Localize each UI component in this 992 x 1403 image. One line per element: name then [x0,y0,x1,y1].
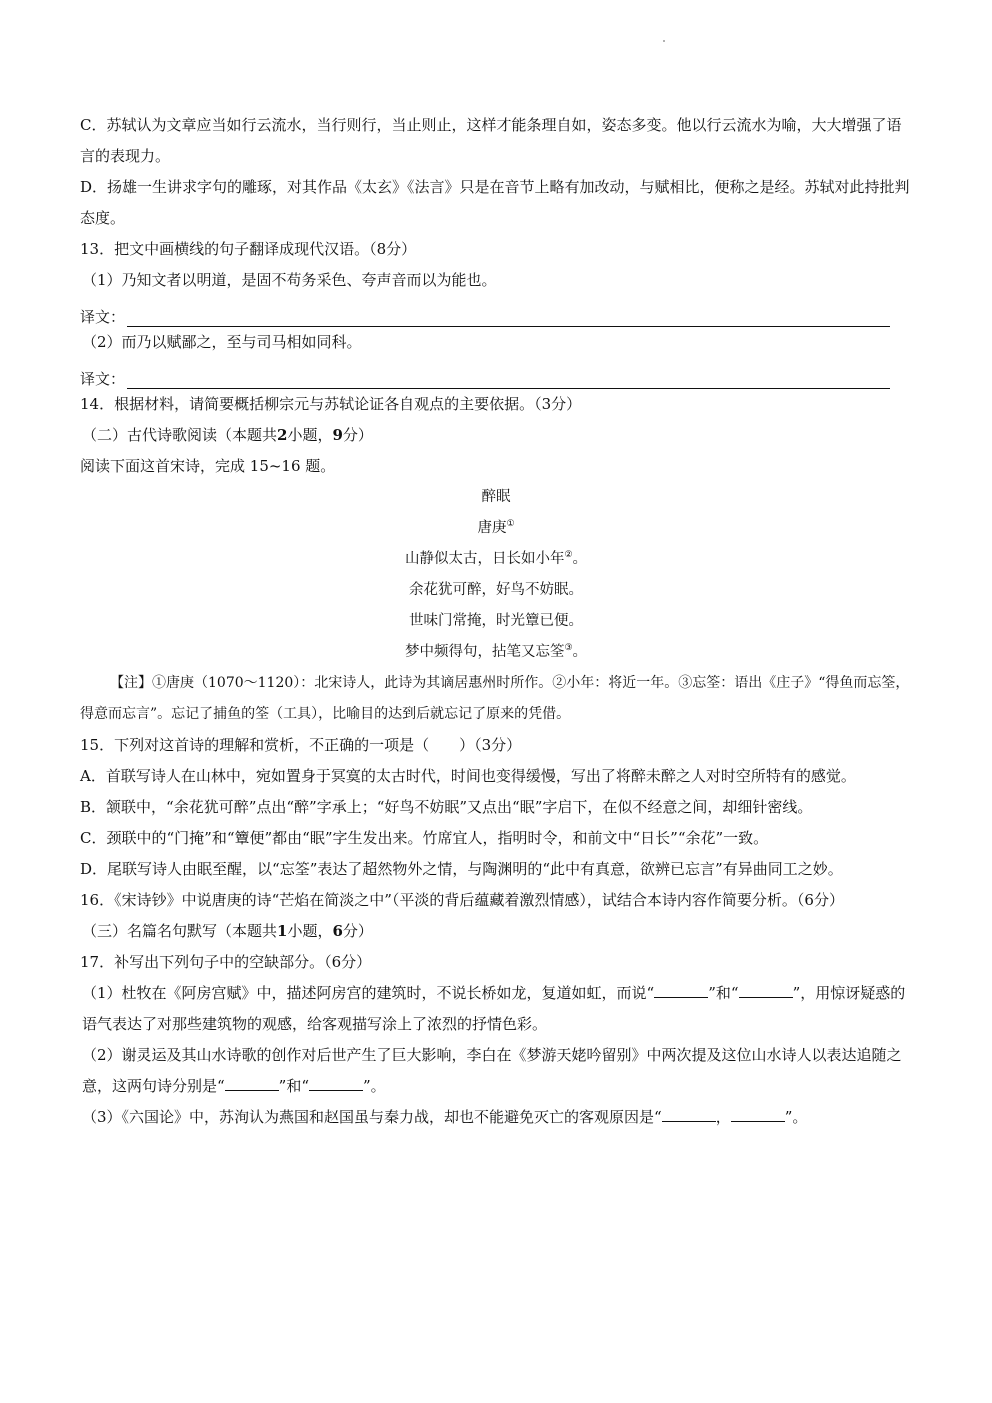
poem-line-1-text: 山静似太古，日长如小年 [404,551,565,567]
section2-title [80,420,912,451]
poem-line-4-end: 。 [572,644,588,660]
q13-answer-line-1[interactable] [80,296,912,327]
q17-item-1-text-a: （1）杜牧在《阿房宫赋》中，描述阿房宫的建筑时，不说长桥如龙，复道如虹，而说“ [82,984,655,1002]
poem-line-1 [80,544,912,575]
fill-blank[interactable] [654,982,708,998]
fill-blank[interactable] [225,1075,279,1091]
section3-title-pre: （三）名篇名句默写（本题共 [82,922,278,940]
footnote-mark: ② [564,550,573,561]
answer-rule [127,306,890,327]
q17-item-2-text-b: ”和“ [278,1077,310,1095]
q16-stem: 16．《宋诗钞》中说唐庚的诗“芒焰在简淡之中”（平淡的背后蕴藏着激烈情感），试结合本诗内容作简要分析。（6分） [80,891,844,909]
page-content [80,110,912,1133]
translation-label: 译文： [80,308,126,326]
section3-title-post: 分） [342,922,373,940]
poem-author-name: 唐庚 [477,520,507,536]
poem-note: 【注】①唐庚（1070～1120）：北宋诗人，此诗为其谪居惠州时所作。②小年：将近一年。③忘筌：语出《庄子》“得鱼而忘筌，得意而忘言”。忘记了捕鱼的筌（工具），比喻目的达到后就忘记了原来的凭借。 [80,675,910,722]
answer-rule [127,368,890,389]
section3-title-mid: 小题， [287,922,333,940]
q17-item-1-text-b: ”和“ [708,984,739,1002]
option-c-prev: C．苏轼认为文章应当如行云流水，当行则行，当止则止，这样才能条理自如，姿态多变。他以行云流水为喻，大大增强了语言的表现力。 [80,116,902,165]
translation-label: 译文： [80,370,126,388]
q13-sentence-2: （2）而乃以赋鄙之，至与司马相如同科。 [82,333,362,351]
section2-title-pre: （二）古代诗歌阅读（本题共 [82,426,278,444]
q17-item-2-text-c: ”。 [363,1077,386,1095]
poem-line-3: 世味门常掩，时光簟已便。 [409,613,583,629]
poem-title: 醉眠 [481,489,511,505]
section3-count: 1 [277,922,288,940]
q17-item-1-text-c: ”，用惊讶疑惑的语气表达了对那些建筑物的观感，给客观描写涂上了浓烈的抒情色彩。 [82,984,906,1033]
poem-line-4 [80,637,912,668]
poem-line-2: 余花犹可醉，好鸟不妨眠。 [409,582,583,598]
scan-dot [663,40,665,42]
section2-score: 9 [332,426,343,444]
section2-title-post: 分） [342,426,373,444]
poem-line-4-text: 梦中频得句，拈笔又忘筌 [404,644,565,660]
q17-item-2 [80,1040,912,1102]
section2-title-mid: 小题， [287,426,333,444]
section2-count: 2 [277,426,288,444]
q13-stem: 13．把文中画横线的句子翻译成现代汉语。（8分） [80,240,417,258]
section3-score: 6 [332,922,343,940]
q17-item-3-text-c: ”。 [784,1108,808,1126]
section3-title [80,916,912,947]
q15-stem: 15．下列对这首诗的理解和赏析，不正确的一项是（ ）（3分） [80,736,522,754]
poem-author [80,513,912,544]
footnote-mark: ① [506,519,515,530]
q17-item-3-text-b: ， [715,1108,731,1126]
option-d-prev: D．扬雄一生讲求字句的雕琢，对其作品《太玄》《法言》只是在音节上略有加改动，与赋相比，便称之是经。苏轼对此持批判态度。 [80,178,910,227]
q17-item-3-text-a: （3）《六国论》中，苏洵认为燕国和赵国虽与秦力战，却也不能避免灭亡的客观原因是“ [82,1108,662,1126]
fill-blank[interactable] [739,982,793,998]
q15-option-a: A．首联写诗人在山林中，宛如置身于冥寞的太古时代，时间也变得缓慢，写出了将醉未醉之人对时空所特有的感觉。 [80,767,856,785]
q15-option-b: B．颔联中，“余花犹可醉”点出“醉”字承上；“好鸟不妨眠”又点出“眠”字启下，在似不经意之间，却细针密线。 [80,798,813,816]
q17-item-2-text-a: （2）谢灵运及其山水诗歌的创作对后世产生了巨大影响，李白在《梦游天姥吟留别》中两次提及这位山水诗人以表达追随之意，这两句诗分别是“ [82,1046,902,1095]
section2-intro: 阅读下面这首宋诗，完成 15~16 题。 [80,457,336,475]
q14-stem: 14．根据材料，请简要概括柳宗元与苏轼论证各自观点的主要依据。（3分） [80,395,582,413]
footnote-mark: ③ [564,643,573,654]
q13-sentence-1: （1）乃知文者以明道，是固不苟务采色、夸声音而以为能也。 [82,271,497,289]
fill-blank[interactable] [309,1075,363,1091]
q15-option-c: C．颈联中的“门掩”和“簟便”都由“眠”字生发出来。竹席宜人，指明时令，和前文中“日长”“余花”一致。 [80,829,769,847]
fill-blank[interactable] [662,1106,716,1122]
q13-answer-line-2[interactable] [80,358,912,389]
q15-option-d: D．尾联写诗人由眠至醒，以“忘筌”表达了超然物外之情，与陶渊明的“此中有真意，欲辨已忘言”有异曲同工之妙。 [80,860,843,878]
q17-item-1 [80,978,912,1040]
poem-line-1-end: 。 [572,551,588,567]
q17-item-3 [80,1102,912,1133]
q17-stem: 17．补写出下列句子中的空缺部分。（6分） [80,953,372,971]
fill-blank[interactable] [731,1106,785,1122]
